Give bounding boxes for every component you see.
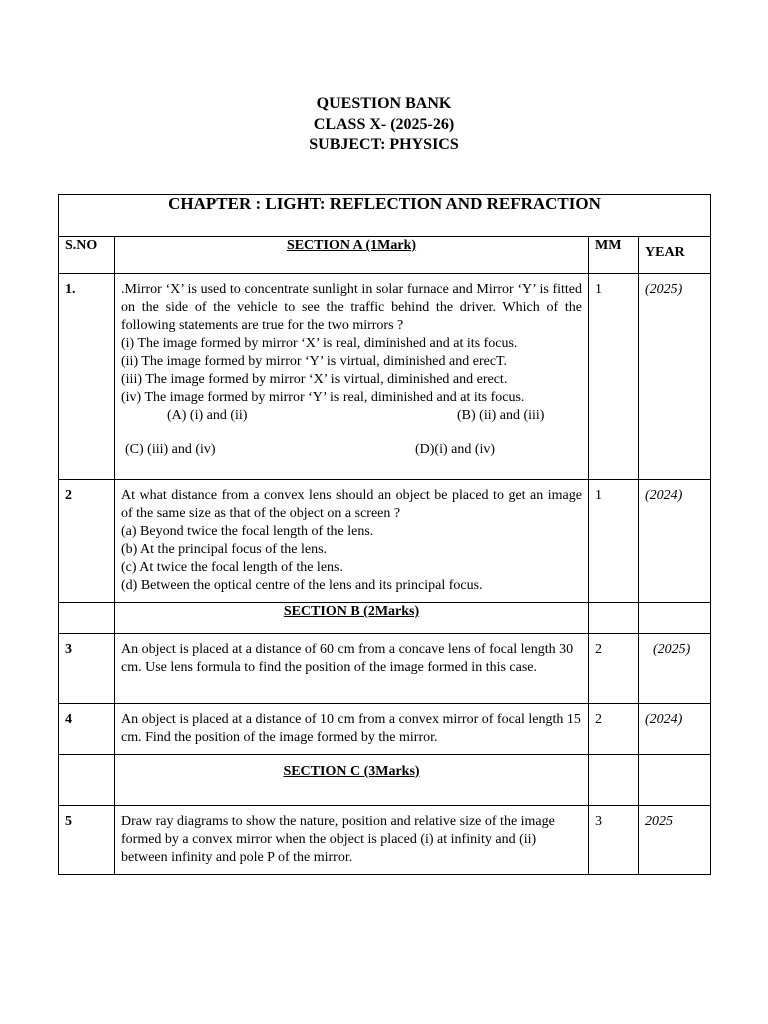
- answer-options: [121, 407, 582, 467]
- section-a-title: SECTION A (1Mark): [286, 238, 417, 253]
- option-a: (A) (i) and (ii): [167, 408, 248, 423]
- question-year: (2024): [639, 704, 711, 755]
- header-row: [59, 237, 711, 274]
- option-d: (D)(i) and (iv): [415, 442, 496, 457]
- question-year: (2025): [639, 274, 711, 480]
- question-number: 1.: [59, 274, 115, 480]
- option-c: (C) (iii) and (iv): [125, 442, 216, 457]
- question-marks: 2: [589, 634, 639, 704]
- question-row-3: [59, 634, 711, 704]
- option-a: (a) Beyond twice the focal length of the lens.: [121, 524, 374, 539]
- question-table: [58, 194, 711, 875]
- question-year: 2025: [639, 806, 711, 875]
- question-row-2: [59, 480, 711, 603]
- question-number: 2: [59, 480, 115, 603]
- question-text: [115, 704, 589, 755]
- column-header-sno: S.NO: [59, 237, 115, 274]
- question-marks: 2: [589, 704, 639, 755]
- chapter-row: [59, 195, 711, 237]
- section-b-title: SECTION B (2Marks): [283, 604, 420, 619]
- column-header-year: YEAR: [639, 237, 711, 274]
- statement-iii: (iii) The image formed by mirror ‘X’ is virtual, diminished and erect.: [121, 372, 508, 387]
- option-b: (b) At the principal focus of the lens.: [121, 542, 328, 557]
- statement-iv: (iv) The image formed by mirror ‘Y’ is real, diminished and at its focus.: [121, 390, 525, 405]
- header-subject: SUBJECT: PHYSICS: [309, 136, 459, 153]
- question-text: [115, 274, 589, 480]
- section-a-title-cell: [115, 237, 589, 274]
- option-c: (c) At twice the focal length of the lens.: [121, 560, 343, 575]
- section-b-row: [59, 603, 711, 634]
- section-b-title-cell: [115, 603, 589, 634]
- question-row-1: [59, 274, 711, 480]
- question-stem: At what distance from a convex lens should an object be placed to get an image of the same size as that of the object on a screen ?: [121, 488, 582, 521]
- chapter-title: CHAPTER : LIGHT: REFLECTION AND REFRACTION: [59, 195, 711, 237]
- question-stem: Draw ray diagrams to show the nature, position and relative size of the image formed by a convex mirror when the object is placed (i) at infinity and (ii) between infinity and pole P of the mirror.: [121, 814, 555, 865]
- section-c-title-cell: [115, 755, 589, 806]
- document-header: [0, 94, 768, 156]
- section-c-title: SECTION C (3Marks): [283, 764, 420, 779]
- question-year: (2025): [639, 634, 711, 704]
- question-marks: 1: [589, 480, 639, 603]
- statement-i: (i) The image formed by mirror ‘X’ is real, diminished and at its focus.: [121, 336, 518, 351]
- question-stem: .Mirror ‘X’ is used to concentrate sunlight in solar furnace and Mirror ‘Y’ is fitted on the side of the vehicle to see the traffic behind the driver. Which of the following statements are true for the two mirrors ?: [121, 282, 582, 333]
- header-class: CLASS X- (2025-26): [313, 115, 455, 133]
- question-number: 4: [59, 704, 115, 755]
- statement-ii: (ii) The image formed by mirror ‘Y’ is virtual, diminished and erecT.: [121, 354, 508, 369]
- question-text: [115, 634, 589, 704]
- question-row-4: [59, 704, 711, 755]
- question-text: [115, 806, 589, 875]
- section-c-row: [59, 755, 711, 806]
- question-stem: An object is placed at a distance of 10 cm from a convex mirror of focal length 15 cm. Find the position of the image formed by the mirror.: [121, 712, 581, 745]
- question-number: 3: [59, 634, 115, 704]
- question-row-5: [59, 806, 711, 875]
- option-d: (d) Between the optical centre of the lens and its principal focus.: [121, 578, 483, 593]
- question-stem: An object is placed at a distance of 60 cm from a concave lens of focal length 30 cm. Use lens formula to find the position of the image formed in this case.: [121, 642, 574, 675]
- header-title: QUESTION BANK: [316, 95, 452, 112]
- question-marks: 3: [589, 806, 639, 875]
- option-b: (B) (ii) and (iii): [457, 408, 545, 423]
- question-year: (2024): [639, 480, 711, 603]
- column-header-mm: MM: [589, 237, 639, 274]
- question-marks: 1: [589, 274, 639, 480]
- question-text: [115, 480, 589, 603]
- question-number: 5: [59, 806, 115, 875]
